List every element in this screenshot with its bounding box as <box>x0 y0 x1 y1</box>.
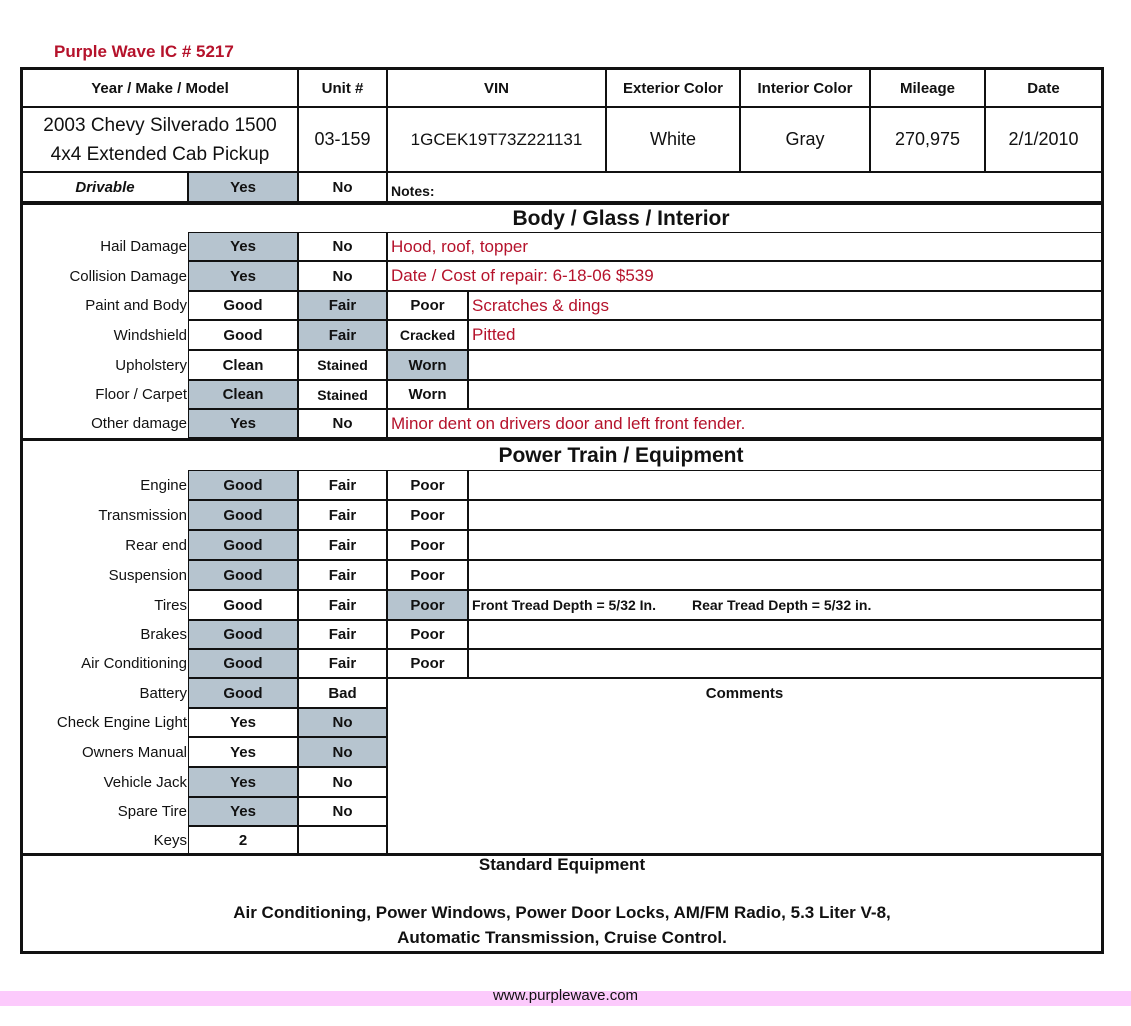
option-paint-and-body-good[interactable]: Good <box>188 291 298 320</box>
row-label-brakes: Brakes <box>140 626 187 643</box>
option-rear-end-fair[interactable]: Fair <box>298 530 387 560</box>
option-air-conditioning-good[interactable]: Good <box>188 649 298 678</box>
option-transmission-fair[interactable]: Fair <box>298 500 387 530</box>
drivable-no-option[interactable]: No <box>298 172 387 202</box>
row-label-other-damage: Other damage <box>91 415 187 432</box>
row-label-engine: Engine <box>140 476 187 494</box>
option-other-damage-yes[interactable]: Yes <box>188 409 298 438</box>
option-collision-damage-yes[interactable]: Yes <box>188 261 298 291</box>
option-floor-carpet-stained[interactable]: Stained <box>298 380 387 409</box>
option-spare-tire-yes[interactable]: Yes <box>188 797 298 826</box>
option-hail-damage-no[interactable]: No <box>298 232 387 261</box>
page-title: Purple Wave IC # 5217 <box>54 42 234 61</box>
exterior-color-value: White <box>606 107 740 172</box>
option-upholstery-worn[interactable]: Worn <box>387 350 468 380</box>
option-vehicle-jack-yes[interactable]: Yes <box>188 767 298 797</box>
option-suspension-poor[interactable]: Poor <box>387 560 468 590</box>
option-suspension-fair[interactable]: Fair <box>298 560 387 590</box>
power_section-title: Power Train / Equipment <box>22 438 1102 470</box>
option-rear-end-good[interactable]: Good <box>188 530 298 560</box>
option-tires-good[interactable]: Good <box>188 590 298 620</box>
option-air-conditioning-fair[interactable]: Fair <box>298 649 387 678</box>
option-engine-good[interactable]: Good <box>188 470 298 500</box>
option-paint-and-body-poor[interactable]: Poor <box>387 291 468 320</box>
note2-tires: Rear Tread Depth = 5/32 in. <box>691 597 872 613</box>
model-line2: 4x4 Extended Cab Pickup <box>50 143 270 165</box>
column-header-unit-number: Unit # <box>298 67 387 107</box>
option-windshield-cracked[interactable]: Cracked <box>387 320 468 350</box>
option-tires-fair[interactable]: Fair <box>298 590 387 620</box>
row-label-suspension: Suspension <box>108 566 187 584</box>
row-label-paint-and-body: Paint and Body <box>85 297 187 314</box>
option-engine-poor[interactable]: Poor <box>387 470 468 500</box>
option-collision-damage-no[interactable]: No <box>298 261 387 291</box>
row-label-rear-end: Rear end <box>125 536 187 554</box>
option-rear-end-poor[interactable]: Poor <box>387 530 468 560</box>
unit-value: 03-159 <box>298 107 387 172</box>
option-air-conditioning-poor[interactable]: Poor <box>387 649 468 678</box>
option-keys-blank[interactable] <box>298 826 387 854</box>
note-paint-and-body[interactable]: Scratches & dings <box>468 291 1102 320</box>
option-floor-carpet-worn[interactable]: Worn <box>387 380 468 409</box>
note-collision-damage[interactable]: Date / Cost of repair: 6-18-06 $539 <box>387 261 1102 291</box>
option-upholstery-clean[interactable]: Clean <box>188 350 298 380</box>
row-label-check-engine-light: Check Engine Light <box>56 714 187 731</box>
row-label-transmission: Transmission <box>98 506 187 524</box>
note-tires[interactable] <box>468 590 1102 620</box>
standard-equipment-line1: Air Conditioning, Power Windows, Power Door Locks, AM/FM Radio, 5.3 Liter V-8, <box>233 903 891 922</box>
option-tires-poor[interactable]: Poor <box>387 590 468 620</box>
row-label-keys: Keys <box>153 831 187 849</box>
comments-label: Comments <box>705 685 784 702</box>
note-engine[interactable] <box>468 470 1102 500</box>
date-value: 2/1/2010 <box>985 107 1102 172</box>
option-owners-manual-yes[interactable]: Yes <box>188 737 298 767</box>
option-transmission-good[interactable]: Good <box>188 500 298 530</box>
note-suspension[interactable] <box>468 560 1102 590</box>
row-label-vehicle-jack: Vehicle Jack <box>103 773 187 791</box>
model-line1: 2003 Chevy Silverado 1500 <box>43 114 277 136</box>
option-engine-fair[interactable]: Fair <box>298 470 387 500</box>
column-header-date: Date <box>985 67 1102 107</box>
row-label-tires: Tires <box>154 596 187 614</box>
option-battery-good[interactable]: Good <box>188 678 298 708</box>
option-paint-and-body-fair[interactable]: Fair <box>298 291 387 320</box>
column-header-exterior-color: Exterior Color <box>606 67 740 107</box>
note1-tires: Front Tread Depth = 5/32 In. <box>472 597 656 613</box>
standard-equipment-title: Standard Equipment <box>478 855 646 874</box>
option-upholstery-stained[interactable]: Stained <box>298 350 387 380</box>
drivable-label: Drivable <box>22 172 188 202</box>
option-windshield-good[interactable]: Good <box>188 320 298 350</box>
option-owners-manual-no[interactable]: No <box>298 737 387 767</box>
comments-box[interactable] <box>387 678 1102 854</box>
column-header-year-make-model: Year / Make / Model <box>22 67 298 107</box>
mileage-value: 270,975 <box>870 107 985 172</box>
column-header-mileage: Mileage <box>870 67 985 107</box>
option-brakes-good[interactable]: Good <box>188 620 298 649</box>
column-header-vin: VIN <box>387 67 606 107</box>
note-rear-end[interactable] <box>468 530 1102 560</box>
column-header-interior-color: Interior Color <box>740 67 870 107</box>
row-label-collision-damage: Collision Damage <box>69 267 187 285</box>
note-windshield[interactable]: Pitted <box>468 320 1102 350</box>
row-label-owners-manual: Owners Manual <box>81 743 187 761</box>
row-label-windshield: Windshield <box>113 326 187 344</box>
option-vehicle-jack-no[interactable]: No <box>298 767 387 797</box>
note-other-damage[interactable]: Minor dent on drivers door and left front fender. <box>387 409 1102 438</box>
standard-equipment-line2: Automatic Transmission, Cruise Control. <box>397 928 727 947</box>
option-brakes-fair[interactable]: Fair <box>298 620 387 649</box>
drivable-yes-option[interactable]: Yes <box>188 172 298 202</box>
option-brakes-poor[interactable]: Poor <box>387 620 468 649</box>
option-hail-damage-yes[interactable]: Yes <box>188 232 298 261</box>
body_section-title: Body / Glass / Interior <box>22 202 1102 232</box>
interior-color-value: Gray <box>740 107 870 172</box>
option-check-engine-light-no[interactable]: No <box>298 708 387 737</box>
note-floor-carpet[interactable] <box>468 380 1102 409</box>
option-check-engine-light-yes[interactable]: Yes <box>188 708 298 737</box>
footer-url[interactable]: www.purplewave.com <box>492 987 639 1004</box>
option-other-damage-no[interactable]: No <box>298 409 387 438</box>
note-air-conditioning[interactable] <box>468 649 1102 678</box>
vin-value: 1GCEK19T73Z221131 <box>387 107 606 172</box>
row-label-air-conditioning: Air Conditioning <box>81 655 187 672</box>
row-label-upholstery: Upholstery <box>115 356 187 374</box>
option-keys-2[interactable]: 2 <box>188 826 298 854</box>
model-value <box>22 107 298 172</box>
option-battery-bad[interactable]: Bad <box>298 678 387 708</box>
row-label-spare-tire: Spare Tire <box>117 803 187 820</box>
row-label-battery: Battery <box>139 684 187 702</box>
note-upholstery[interactable] <box>468 350 1102 380</box>
drivable-notes-label: Notes: <box>387 172 1102 202</box>
option-suspension-good[interactable]: Good <box>188 560 298 590</box>
option-spare-tire-no[interactable]: No <box>298 797 387 826</box>
note-brakes[interactable] <box>468 620 1102 649</box>
row-label-hail-damage: Hail Damage <box>100 238 187 255</box>
option-floor-carpet-clean[interactable]: Clean <box>188 380 298 409</box>
option-transmission-poor[interactable]: Poor <box>387 500 468 530</box>
option-windshield-fair[interactable]: Fair <box>298 320 387 350</box>
note-hail-damage[interactable]: Hood, roof, topper <box>387 232 1102 261</box>
row-label-floor-carpet: Floor / Carpet <box>95 386 187 403</box>
note-transmission[interactable] <box>468 500 1102 530</box>
